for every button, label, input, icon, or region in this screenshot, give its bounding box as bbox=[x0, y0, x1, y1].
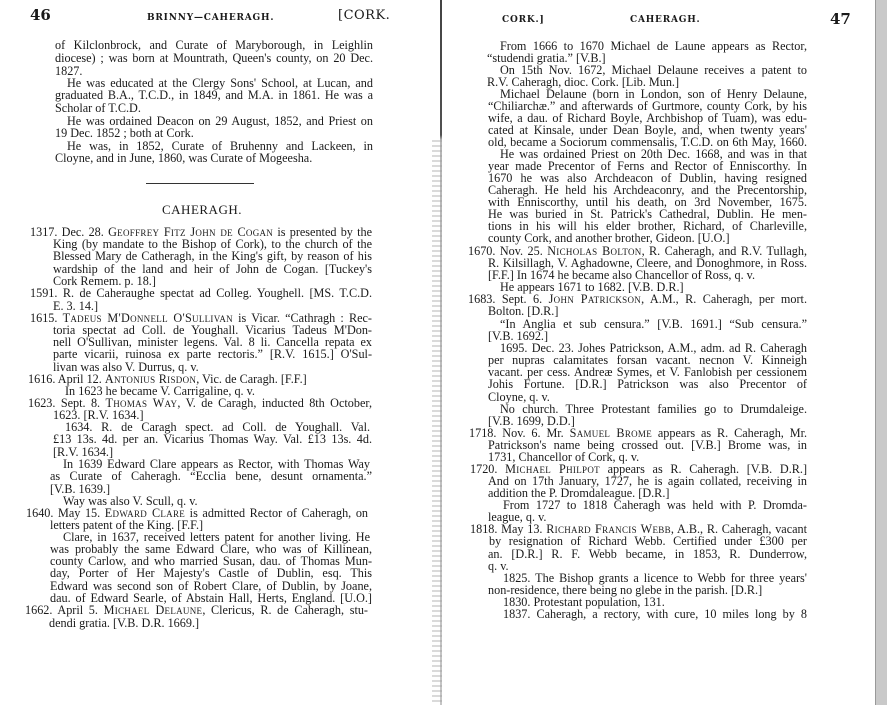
text-line: county Carlow, and who married Susan, dau. of Thomas Mun- bbox=[50, 554, 372, 568]
text-line: And on 17th January, 1727, he is again collated, receiving in bbox=[488, 474, 807, 488]
text-line: addition the P. Dromdaleague. [D.R.] bbox=[488, 486, 670, 500]
text-line: 1640. May 15. Edward Clare is admitted Rector of Caheragh, on bbox=[26, 506, 369, 520]
text-line: 1827. bbox=[55, 64, 83, 78]
scan-edge bbox=[875, 0, 887, 705]
person-name: John Patrickson bbox=[548, 292, 642, 306]
text-line: day, Porter of Her Majesty's Castle of Dublin, esq. This bbox=[50, 566, 372, 580]
text-line: Michael Delaune (born in London, son of Henry Delaune, bbox=[500, 87, 807, 101]
text-line: In 1639 Edward Clare appears as Rector, with Thomas Way bbox=[63, 457, 370, 471]
text-line: 1634. R. de Caragh spect. ad Coll. de Youghall. Val. bbox=[65, 420, 370, 434]
text-line: Scholar of T.C.D. bbox=[55, 101, 141, 115]
person-name: Samuel Brome bbox=[569, 426, 653, 440]
running-head: BRINNY—CAHERAGH. bbox=[147, 13, 275, 23]
text-line: 19 Dec. 1852 ; both at Cork. bbox=[55, 126, 194, 140]
text-line: Blessed Mary de Catheragh, in the King's gift, by reason of his bbox=[53, 249, 372, 263]
text-line: E. 3. 14.] bbox=[53, 299, 99, 313]
text-line: as Curate of Caheragh. “Ecclia bene, desunt ornamenta.” bbox=[50, 469, 372, 483]
text-line: He was buried in St. Patrick's Cathedral, Dublin. He men- bbox=[488, 207, 807, 221]
text-line: He was educated at the Clergy Sons' School, at Lucan, and bbox=[67, 76, 373, 90]
text-line: was probably the same Edward Clare, who was of Killinean, bbox=[50, 542, 372, 556]
person-name: Nicholas Bolton bbox=[547, 244, 642, 258]
person-name: Edward Clare bbox=[104, 506, 186, 520]
text-line: wardship of the land and heir of John de Cogan. [Tuckey's bbox=[53, 262, 372, 276]
section-divider bbox=[146, 183, 254, 184]
text-line: 1837. Caheragh, a rectory, with cure, 10 miles long by 8 bbox=[503, 607, 807, 621]
text-line: wife, a dau. of Richard Boyle, Archbishop of Tuam), was edu- bbox=[488, 111, 807, 125]
text-line: Johis Fortune. [D.R.] Patrickson was also Precentor of bbox=[488, 377, 807, 391]
left-page bbox=[0, 0, 416, 705]
text-line: an. [D.R.] R. F. Webb became, in 1853, R. Dunderrow, bbox=[488, 547, 807, 561]
text-line: per nupras calamitates forsan vacant. necnon V. Kinneigh bbox=[488, 353, 807, 367]
text-line: [V.B. 1639.] bbox=[50, 482, 111, 496]
text-line: Edward was second son of Robert Clare, of Dublin, by Joane, bbox=[50, 579, 372, 593]
text-line: 1616. April 12. Antonius Risdon, Vic. de Caragh. [F.F.] bbox=[28, 372, 307, 386]
text-line: 1720. Michael Philpot appears as R. Caheragh. [V.B. D.R.] bbox=[470, 462, 808, 476]
person-name: Tadeus M'Donnell O'Sullivan bbox=[62, 311, 233, 325]
text-line: Patrickson's name being crossed out. [V.B.] Brome was, in bbox=[488, 438, 807, 452]
text-line: 1825. The Bishop grants a licence to Webb for three years' bbox=[503, 571, 807, 585]
text-line: “In Anglia et sub censura.” [V.B. 1691.] “Sub censura.” bbox=[500, 317, 807, 331]
text-line: He was ordained Priest on 20th Dec. 1668, and was in that bbox=[500, 147, 807, 161]
text-line: 1695. Dec. 23. Johes Patrickson, A.M., adm. ad R. Caheragh bbox=[500, 341, 807, 355]
text-line: 1615. Tadeus M'Donnell O'Sullivan is Vicar. “Cathragh : Rec- bbox=[30, 311, 372, 325]
text-line: R. Kilsillagh, V. Aghadowne, Cleere, and Donoghmore, in Ross. bbox=[488, 256, 807, 270]
text-line: Caheragh. He held his Archdeaconry, and the Precentorship, bbox=[488, 183, 807, 197]
text-line: nell O'Sullivan, minister legens. Val. 8 li. Cancella repata ex bbox=[53, 335, 372, 349]
text-line: No church. Three Protestant families go to Drumdaleige. bbox=[500, 402, 807, 416]
text-line: dendi gratia. [V.B. D.R. 1669.] bbox=[49, 616, 200, 630]
person-name: Richard Francis Webb bbox=[546, 522, 671, 536]
person-name: Antonius Risdon bbox=[104, 372, 197, 386]
text-line: q. v. bbox=[488, 559, 509, 573]
text-line: by resignation of Richard Webb. Certified under £300 per bbox=[489, 534, 807, 548]
text-line: cated at Kinsale, under Dean Boyle, and, when twenty years' bbox=[488, 123, 807, 137]
person-name: Thomas Way bbox=[105, 396, 178, 410]
text-line: From 1727 to 1818 Caheragh was held with P. Dromda- bbox=[503, 498, 807, 512]
text-line: From 1666 to 1670 Michael de Laune appears as Rector, bbox=[500, 39, 807, 53]
running-head: CAHERAGH. bbox=[630, 15, 701, 25]
text-line: R.V. Caheragh, dioc. Cork. [Lib. Mun.] bbox=[487, 75, 680, 89]
county-tag: CORK.] bbox=[502, 15, 545, 25]
text-line: county Cork, and another brother, Gideon. [U.O.] bbox=[488, 231, 730, 245]
text-line: 1623. Sept. 8. Thomas Way, V. de Caragh, inducted 8th October, bbox=[28, 396, 372, 410]
text-line: 1830. Protestant population, 131. bbox=[503, 595, 665, 609]
text-line: King (by mandate to the Bishop of Cork), to the church of the bbox=[53, 237, 372, 251]
text-line: old, became a Sociorum commensalis, T.C.D. on 6th May, 1660. bbox=[488, 135, 807, 149]
text-line: “studendi gratia.” [V.B.] bbox=[487, 51, 606, 65]
text-line: [R.V. 1634.] bbox=[53, 445, 114, 459]
text-line: £13 13s. 4d. per an. Vicarius Thomas Way. Val. £13 13s. 4d. bbox=[53, 432, 372, 446]
text-line: 1731, Chancellor of Cork, q. v. bbox=[488, 450, 640, 464]
text-line: non-residence, there being no glebe in the parish. [D.R.] bbox=[488, 583, 763, 597]
text-line: parte vicarii, ruinosa ex parte rectoris.” [R.V. 1615.] O'Sul- bbox=[53, 347, 372, 361]
text-line: 1683. Sept. 6. John Patrickson, A.M., R. Caheragh, per mort. bbox=[468, 292, 807, 306]
gutter-shadow bbox=[432, 140, 442, 705]
text-line: diocese) ; was born at Mountrath, Queen's county, on 20 Dec. bbox=[55, 51, 373, 65]
text-line: Cloyne, and in June, 1860, was Curate of Mogeesha. bbox=[55, 151, 313, 165]
text-line: Bolton. [D.R.] bbox=[488, 304, 559, 318]
text-line: tions in his will his elder brother, Richard, of Charleville, bbox=[488, 219, 807, 233]
text-line: 1591. R. de Caheraughe spectat ad Colleg. Youghell. [MS. T.C.D. bbox=[30, 286, 372, 300]
text-line: 1662. April 5. Michael Delaune, Clericus, R. de Caheragh, stu- bbox=[25, 603, 368, 617]
text-line: 1718. Nov. 6. Mr. Samuel Brome appears as R. Caheragh, Mr. bbox=[469, 426, 807, 440]
county-tag: [CORK. bbox=[338, 8, 391, 23]
text-line: Cloyne, q. v. bbox=[488, 390, 550, 404]
page-number: 46 bbox=[30, 6, 51, 24]
text-line: of Kilclonbrock, and Curate of Maryborough, in Leighlin bbox=[55, 38, 373, 52]
text-line: Clare, in 1637, received letters patent for another living. He bbox=[63, 530, 370, 544]
text-line: 1623. [R.V. 1634.] bbox=[53, 408, 144, 422]
text-line: [F.F.] In 1674 he became also Chancellor of Ross, q. v. bbox=[488, 268, 756, 282]
text-line: toria spectat ad Coll. de Youghall. Vicarius Tadeus M'Don- bbox=[53, 323, 372, 337]
text-line: letters patent of the King. [F.F.] bbox=[50, 518, 204, 532]
text-line: year made Precentor of Ferns and Rector of Enniscorthy. In bbox=[488, 159, 807, 173]
person-name: Michael Philpot bbox=[505, 462, 600, 476]
text-line: [V.B. 1692.] bbox=[488, 329, 549, 343]
text-line: “Chiliarchæ.” and afterwards of Gurtmore, county Cork, by his bbox=[488, 99, 807, 113]
text-line: livan was also V. Durrus, q. v. bbox=[53, 360, 199, 374]
section-title: CAHERAGH. bbox=[162, 202, 242, 217]
text-line: 1317. Dec. 28. Geoffrey Fitz John de Cogan is presented by the bbox=[30, 225, 373, 239]
text-line: league, q. v. bbox=[488, 510, 547, 524]
text-line: [V.B. 1699, D.D.] bbox=[488, 414, 575, 428]
text-line: 1818. May 13. Richard Francis Webb, A.B., R. Caheragh, vacant bbox=[470, 522, 808, 536]
text-line: with Enniscorthy, until his death, on 3rd November, 1675. bbox=[488, 195, 807, 209]
text-line: He was ordained Deacon on 29 August, 1852, and Priest on bbox=[67, 114, 373, 128]
right-page bbox=[444, 0, 875, 705]
text-line: 1670. Nov. 25. Nicholas Bolton, R. Caheragh, and R.V. Tullagh, bbox=[468, 244, 808, 258]
text-line: Way was also V. Scull, q. v. bbox=[63, 494, 198, 508]
text-line: 1670 he was also Archdeacon of Dublin, having resigned bbox=[488, 171, 807, 185]
text-line: He appears 1671 to 1682. [V.B. D.R.] bbox=[500, 280, 684, 294]
text-line: He was, in 1852, Curate of Bruhenny and Lackeen, in bbox=[67, 139, 373, 153]
text-line: Cork Remem. p. 18.] bbox=[53, 274, 156, 288]
person-name: Michael Delaune bbox=[103, 603, 203, 617]
text-line: graduated B.A., T.C.D., in 1849, and M.A. in 1861. He was a bbox=[55, 88, 373, 102]
page-number: 47 bbox=[830, 10, 851, 28]
person-name: Geoffrey Fitz John de Cogan bbox=[108, 225, 274, 239]
text-line: On 15th Nov. 1672, Michael Delaune receives a patent to bbox=[500, 63, 807, 77]
text-line: In 1623 he became V. Carrigaline, q. v. bbox=[65, 384, 255, 398]
text-line: vacant. per cess. Andreæ Symes, et V. Fanlobish per cessionem bbox=[488, 365, 807, 379]
text-line: dau. of Edward Searle, of Abstain Hall, Herts, England. [U.O.] bbox=[50, 591, 372, 605]
